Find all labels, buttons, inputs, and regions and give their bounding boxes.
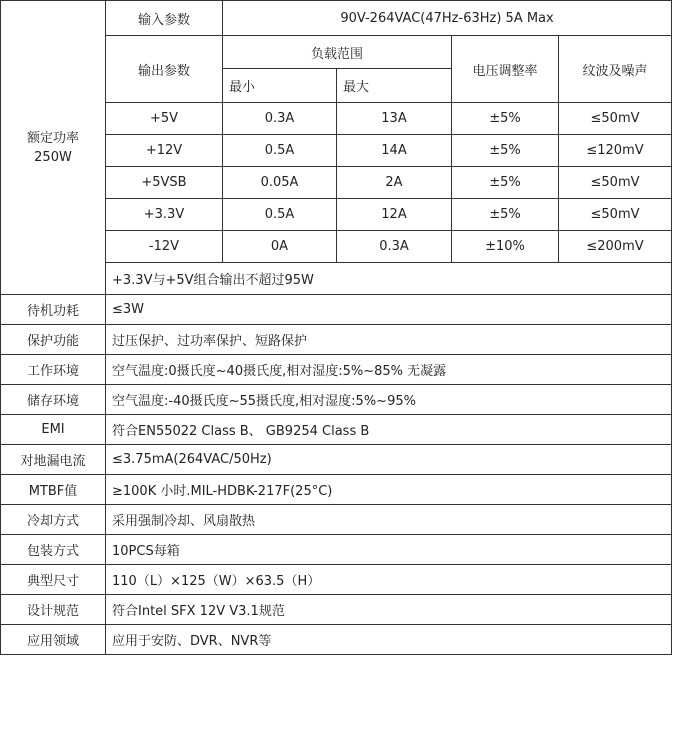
spec-value: 110（L）×125（W）×63.5（H） — [106, 565, 672, 595]
spec-label: 待机功耗 — [1, 295, 106, 325]
output-ripple: ≤120mV — [559, 135, 672, 167]
output-voltage: +12V — [106, 135, 223, 167]
spec-label: 包装方式 — [1, 535, 106, 565]
spec-label: EMI — [1, 415, 106, 445]
output-ripple: ≤50mV — [559, 103, 672, 135]
spec-row — [1, 415, 672, 445]
regulation-header: 电压调整率 — [452, 36, 559, 103]
load-range-header: 负载范围 — [223, 36, 452, 69]
spec-value: 空气温度:-40摄氏度~55摄氏度,相对湿度:5%~95% — [106, 385, 672, 415]
input-value: 90V-264VAC(47Hz-63Hz) 5A Max — [223, 1, 672, 36]
spec-label: 应用领域 — [1, 625, 106, 655]
spec-row — [1, 355, 672, 385]
spec-value: 采用强制冷却、风扇散热 — [106, 505, 672, 535]
spec-row — [1, 295, 672, 325]
spec-label: 冷却方式 — [1, 505, 106, 535]
output-max: 0.3A — [337, 231, 452, 263]
spec-label: 设计规范 — [1, 595, 106, 625]
spec-value: 10PCS每箱 — [106, 535, 672, 565]
spec-row — [1, 505, 672, 535]
rated-power-value: 250W — [34, 149, 72, 165]
output-regulation: ±5% — [452, 103, 559, 135]
spec-value: 符合EN55022 Class B、 GB9254 Class B — [106, 415, 672, 445]
output-voltage: +5V — [106, 103, 223, 135]
output-ripple: ≤50mV — [559, 199, 672, 231]
output-voltage: -12V — [106, 231, 223, 263]
output-max: 13A — [337, 103, 452, 135]
output-ripple: ≤50mV — [559, 167, 672, 199]
spec-value: ≥100K 小时.MIL-HDBK-217F(25°C) — [106, 475, 672, 505]
output-ripple: ≤200mV — [559, 231, 672, 263]
spec-value: 符合Intel SFX 12V V3.1规范 — [106, 595, 672, 625]
spec-label: 保护功能 — [1, 325, 106, 355]
spec-value: 应用于安防、DVR、NVR等 — [106, 625, 672, 655]
spec-value: 空气温度:0摄氏度~40摄氏度,相对湿度:5%~85% 无凝露 — [106, 355, 672, 385]
spec-row — [1, 625, 672, 655]
spec-row — [1, 565, 672, 595]
spec-label: 工作环境 — [1, 355, 106, 385]
output-min: 0.05A — [223, 167, 337, 199]
output-max: 14A — [337, 135, 452, 167]
input-label: 输入参数 — [106, 1, 223, 36]
spec-row — [1, 535, 672, 565]
spec-label: 储存环境 — [1, 385, 106, 415]
min-header: 最小 — [223, 69, 337, 103]
output-min: 0.3A — [223, 103, 337, 135]
output-max: 12A — [337, 199, 452, 231]
output-min: 0A — [223, 231, 337, 263]
rated-power-cell — [1, 1, 106, 295]
spec-label: MTBF值 — [1, 475, 106, 505]
output-note: +3.3V与+5V组合输出不超过95W — [106, 263, 672, 295]
output-label: 输出参数 — [106, 36, 223, 103]
spec-row — [1, 325, 672, 355]
output-regulation: ±5% — [452, 167, 559, 199]
output-regulation: ±10% — [452, 231, 559, 263]
output-regulation: ±5% — [452, 135, 559, 167]
input-row — [1, 1, 672, 36]
output-min: 0.5A — [223, 199, 337, 231]
spec-row — [1, 595, 672, 625]
spec-value: ≤3W — [106, 295, 672, 325]
output-voltage: +5VSB — [106, 167, 223, 199]
output-max: 2A — [337, 167, 452, 199]
output-voltage: +3.3V — [106, 199, 223, 231]
max-header: 最大 — [337, 69, 452, 103]
spec-value: ≤3.75mA(264VAC/50Hz) — [106, 445, 672, 475]
spec-label: 典型尺寸 — [1, 565, 106, 595]
spec-value: 过压保护、过功率保护、短路保护 — [106, 325, 672, 355]
output-min: 0.5A — [223, 135, 337, 167]
ripple-header: 纹波及噪声 — [559, 36, 672, 103]
spec-row — [1, 475, 672, 505]
output-regulation: ±5% — [452, 199, 559, 231]
spec-label: 对地漏电流 — [1, 445, 106, 475]
spec-row — [1, 385, 672, 415]
rated-power-label: 额定功率 — [26, 130, 79, 146]
spec-row — [1, 445, 672, 475]
